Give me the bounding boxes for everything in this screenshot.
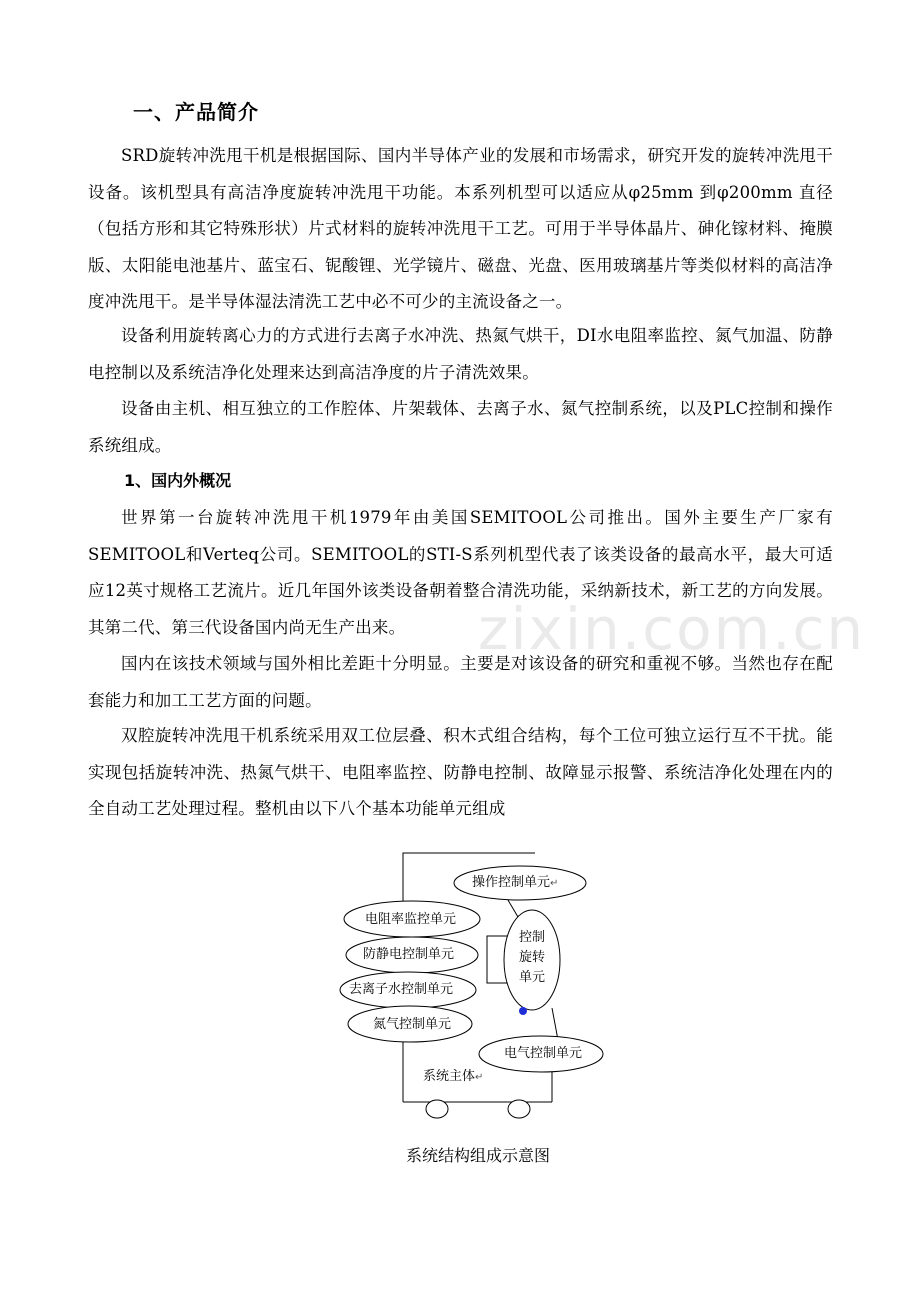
section-title: 一、产品简介	[133, 100, 259, 124]
antistatic-unit-label: 防静电控制单元	[363, 947, 455, 962]
dewater-unit-label: 去离子水控制单元	[349, 982, 454, 997]
nitrogen-unit-label: 氮气控制单元	[373, 1017, 452, 1032]
paragraph-domestic: 国内在该技术领域与国外相比差距十分明显。主要是对该设备的研究和重视不够。当然也存在配套能力和加工工艺方面的问题。	[88, 654, 833, 710]
paragraph-dual-chamber: 双腔旋转冲洗甩干机系统采用双工位层叠、积木式组合结构，每个工位可独立运行互不干扰。能实现包括旋转冲洗、热氮气烘干、电阻率监控、防静电控制、故障显示报警、系统洁净化处理在内的全自动工艺处理过程。整机由以下八个基本功能单元组成	[88, 726, 833, 818]
wheel-left	[426, 1100, 448, 1118]
main-body-label: 系统主体↵	[423, 1069, 484, 1084]
paragraph-principle: 设备利用旋转离心力的方式进行去离子水冲洗、热氮气烘干，DI水电阻率监控、氮气加温、防静电控制以及系统洁净化处理来达到高洁净度的片子清洗效果。	[88, 326, 833, 382]
operation-unit-label: 操作控制单元↵	[472, 875, 559, 890]
paragraph-composition: 设备由主机、相互独立的工作腔体、片架载体、去离子水、氮气控制系统，以及PLC控制和操作系统组成。	[88, 399, 833, 455]
electric-unit-label: 电气控制单元	[504, 1046, 583, 1061]
watermark: zixin.com.cn	[478, 595, 866, 663]
paragraph-intro: SRD旋转冲洗甩干机是根据国际、国内半导体产业的发展和市场需求，研究开发的旋转冲洗甩干设备。该机型具有高洁净度旋转冲洗甩干功能。本系列机型可以适应从φ25mm 到φ200mm 直径（包括方形和其它特殊形状）片式材料的旋转冲洗甩干工艺。可用于半导体晶片、砷化镓材料、掩膜版、太阳能电池基片、蓝宝石、铌酸锂、光学镜片、磁盘、光盘、医用玻璃基片等类似材料的高洁净度冲洗甩干。是半导体湿法清洗工艺中必不可少的主流设备之一。	[88, 146, 833, 311]
rotation-unit-label: 控制 旋转 单元	[519, 930, 546, 985]
resistivity-unit-label: 电阻率监控单元	[365, 912, 457, 927]
figure-caption: 系统结构组成示意图	[405, 1146, 550, 1165]
subsection-title: 1、国内外概况	[124, 471, 232, 490]
paragraph-overseas: 世界第一台旋转冲洗甩干机1979年由美国SEMITOOL公司推出。国外主要生产厂家有SEMITOOL和Verteq公司。SEMITOOL的STI-S系列机型代表了该类设备的最高水平，最大可适应12英寸规格工艺流片。近几年国外该类设备朝着整合清洗功能，采纳新技术，新工艺的方向发展。其第二代、第三代设备国内尚无生产出来。	[88, 508, 833, 637]
system-structure-diagram	[330, 840, 630, 1130]
connector-rotation-electric	[552, 1008, 558, 1040]
wheel-right	[508, 1100, 530, 1118]
indicator-dot	[519, 1007, 527, 1015]
